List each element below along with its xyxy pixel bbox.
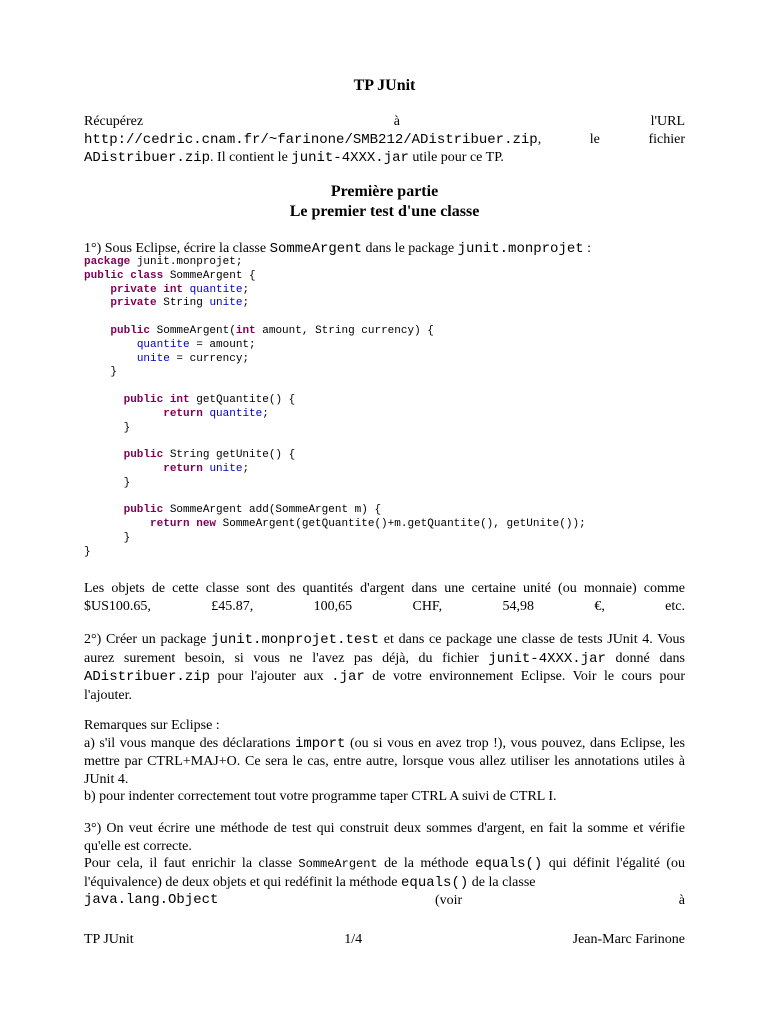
question-3-last-line: java.lang.Object (voir à — [84, 892, 685, 908]
intro-line-2: http://cedric.cnam.fr/~farinone/SMB212/ADistribuer.zip, le fichier — [84, 131, 685, 148]
section-heading-line1: Première partie — [330, 183, 439, 200]
download-url: http://cedric.cnam.fr/~farinone/SMB212/ADistribuer.zip — [84, 131, 538, 148]
code-block: package junit.monprojet; public class SommeArgent { private int quantite; private String unite; public SommeArgent(int amount, String currency) { quantite = amount; unite = currency; } public int getQuantite() { return quantite; } public String getUnite() { return unite; } public SommeArgent add(SommeArgent m) { return new SommeArgent(getQuantite()+m.getQuantite(), getUnite()); } } — [84, 256, 586, 558]
jar-extension: .jar — [331, 669, 365, 685]
object-class-name: java.lang.Object — [84, 892, 219, 908]
jar-filename: junit-4XXX.jar — [291, 150, 409, 166]
zip-filename: ADistribuer.zip — [84, 150, 211, 166]
remark-b: b) pour indenter correctement tout votre programme taper CTRL A suivi de CTRL I. — [84, 789, 557, 804]
equals-method: equals() — [475, 856, 543, 872]
class-name: SommeArgent — [298, 857, 378, 871]
import-keyword: import — [295, 735, 346, 752]
equals-method: equals() — [401, 874, 469, 891]
footer-author: Jean-Marc Farinone — [572, 932, 685, 947]
remarks-heading: Remarques sur Eclipse : — [84, 718, 220, 733]
question-3-intro: 3°) On veut écrire une méthode de test qui construit deux sommes d'argent, en fait la somme et vérifie qu'elle est correcte. — [84, 821, 685, 854]
page-title: TP JUnit — [353, 77, 416, 94]
question-2: 2°) Créer un package junit.monprojet.test et dans ce package une classe de tests JUnit 4. Vous aurez surement besoin, si vous ne l'avez pas déjà, du fichier junit-4XXX.jar donné dans ADistribuer.zip pour l'ajouter aux .jar de votre environnement Eclipse. Voir le cours pour l'ajouter. — [84, 632, 686, 703]
section-heading — [84, 182, 685, 222]
section-heading-line2: Le premier test d'une classe — [289, 203, 480, 220]
question-3 — [84, 820, 685, 910]
intro-word: l'URL — [650, 114, 685, 129]
page-footer — [84, 932, 685, 948]
intro-word: Récupérez — [84, 114, 144, 129]
intro-paragraph — [84, 113, 685, 168]
question-1: 1°) Sous Eclipse, écrire la classe SommeArgent dans le package junit.monprojet : — [84, 241, 592, 257]
class-name: SommeArgent — [269, 241, 363, 257]
zip-filename: ADistribuer.zip — [84, 669, 211, 685]
question-3-detail: Pour cela, il faut enrichir la classe SommeArgent de la méthode equals() qui définit l'égalité (ou l'équivalence) de deux objets et qui redéfinit la méthode equals() de la classe — [84, 856, 686, 891]
footer-left: TP JUnit — [84, 932, 134, 947]
eclipse-remarks — [84, 717, 685, 806]
objects-paragraph: Les objets de cette classe sont des quantités d'argent dans une certaine unité (ou monnaie) comme $US100.65, £45.87, 100,65 CHF, 54,98 €, etc. — [84, 581, 685, 614]
intro-word: à — [393, 114, 400, 129]
remark-a: a) s'il vous manque des déclarations import (ou si vous en avez trop !), vous pouvez, dans Eclipse, les mettre par CTRL+MAJ+O. Ce sera le cas, entre autre, lorsque vous allez utiliser les annotations utiles à JUnit 4. — [84, 735, 686, 787]
intro-line-3: ADistribuer.zip. Il contient le junit-4XXX.jar utile pour ce TP. — [84, 150, 504, 166]
jar-filename: junit-4XXX.jar — [488, 650, 606, 667]
intro-line-1 — [84, 113, 685, 131]
page-number: 1/4 — [344, 932, 363, 947]
package-name: junit.monprojet — [457, 241, 584, 257]
test-package-name: junit.monprojet.test — [211, 632, 380, 648]
